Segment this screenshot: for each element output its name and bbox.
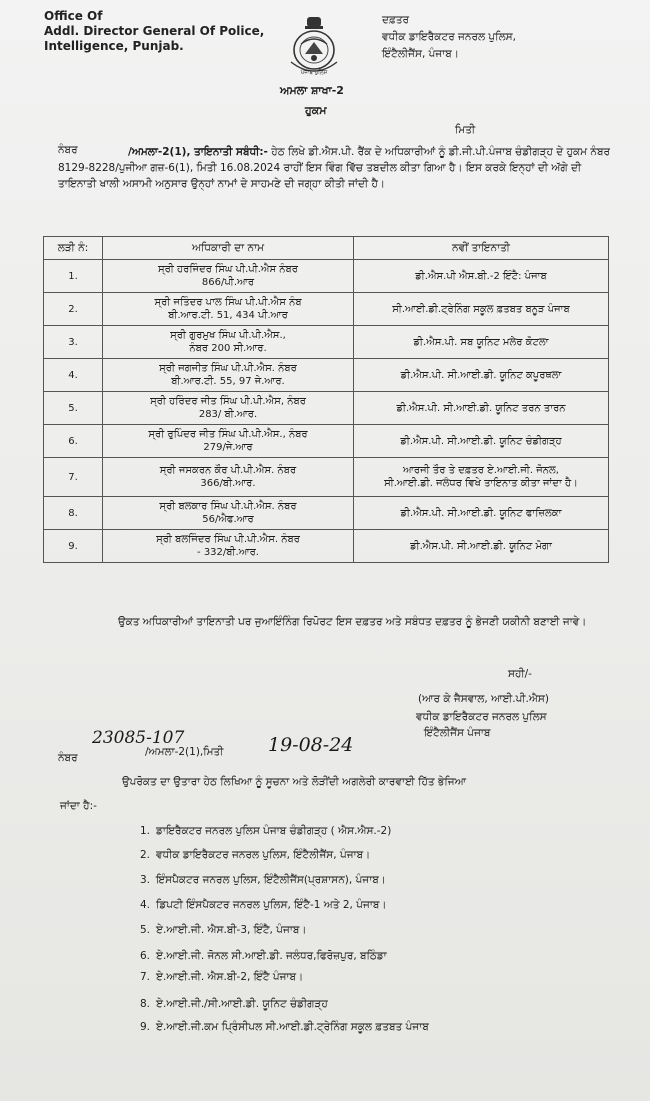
officer-name-line: ਸ੍ਰੀ ਜਤਿੰਦਰ ਪਾਲ ਸਿੰਘ ਪੀ.ਪੀ.ਐਸ ਨੰਬ (154, 297, 302, 308)
punjabi-office-line: ਦਫ਼ਤਰ (382, 14, 410, 26)
posting-line: ਡੀ.ਐਸ.ਪੀ. ਸਬ ਯੂਨਿਟ ਮਲੇਰ ਕੋਟਲਾ (413, 336, 549, 348)
officer-name-cell (103, 425, 354, 458)
officer-name-cell (103, 293, 354, 326)
posting-line: ਸੀ.ਆਈ.ਡੀ. ਜਲੰਧਰ ਵਿਖੇ ਤਾਇਨਾਤ ਕੀਤਾ ਜਾਂਦਾ ਹੈ। (384, 478, 578, 489)
table-row (44, 392, 609, 425)
serial-cell: 7. (44, 458, 103, 497)
header-officer-name: ਅਧਿਕਾਰੀ ਦਾ ਨਾਮ (103, 237, 354, 260)
endorsement-line-2: ਜਾਂਦਾ ਹੈ:- (60, 800, 97, 812)
list-item-number: 8. (140, 998, 151, 1010)
officer-name-cell (103, 260, 354, 293)
table-row (44, 458, 609, 497)
officer-name-line: ਸ੍ਰੀ ਹਰਿੰਦਰ ਜੀਤ ਸਿੰਘ ਪੀ.ਪੀ.ਐਸ, ਨੰਬਰ (150, 396, 306, 407)
intro-text: ਹੇਠ ਲਿਖੇ ਡੀ.ਐਸ.ਪੀ. ਰੈਂਕ ਦੇ ਅਧਿਕਾਰੀਆਂ ਨੂੰ ਡੀ.ਜੀ.ਪੀ.ਪੰਜਾਬ ਚੰਡੀਗੜ੍ਹ ਦੇ ਹੁਕਮ ਨੰਬਰ 8129-8228/ਪੁਜੀਆ ਗਜ਼-6(1), ਮਿਤੀ 16.08.2024 ਰਾਹੀਂ ਇਸ ਵਿੰਗ ਵਿੱਚ ਤਬਦੀਲ ਕੀਤਾ ਗਿਆ ਹੈ। ਇਸ ਕਰਕੇ ਇਨ੍ਹਾਂ ਦੀ ਅੱਗੇ ਦੀ ਤਾਇਨਾਤੀ ਖਾਲੀ ਅਸਾਮੀ ਅਨੁਸਾਰ ਉਨ੍ਹਾਂ ਨਾਮਾਂ ਦੇ ਸਾਹਮਣੇ ਦੀ ਜਗ੍ਹਾ ਕੀਤੀ ਜਾਂਦੀ ਹੈ। (58, 146, 611, 190)
list-item-text: ਏ.ਆਈ.ਜੀ.ਕਮ ਪ੍ਰਿੰਸੀਪਲ ਸੀ.ਆਈ.ਡੀ.ਟ੍ਰੇਨਿੰਗ ਸਕੂਲ ਫ਼ਤਬਤ ਪੰਜਾਬ (156, 1021, 429, 1033)
closing-paragraph: ਉਕਤ ਅਧਿਕਾਰੀਆਂ ਤਾਇਨਾਤੀ ਪਰ ਜੁਆਇੰਨਿੰਗ ਰਿਪੋਰਟ ਇਸ ਦਫ਼ਤਰ ਅਤੇ ਸਬੰਧਤ ਦਫ਼ਤਰ ਨੂੰ ਭੇਜਣੀ ਯਕੀਨੀ ਬਣਾਈ ਜਾਵੇ। (118, 616, 587, 628)
english-office-line: Office Of (44, 9, 103, 23)
posting-line: ਡੀ.ਐਸ.ਪੀ. ਸੀ.ਆਈ.ਡੀ. ਯੂਨਿਟ ਚੰਡੀਗੜ੍ਹ (400, 435, 562, 447)
posting-cell (354, 392, 609, 425)
punjabi-office-line: ਇੰਟੈਲੀਜੈਂਸ, ਪੰਜਾਬ। (382, 48, 459, 60)
officer-name-line: ਸ੍ਰੀ ਜਸਕਰਨ ਕੌਰ ਪੀ.ਪੀ.ਐਸ. ਨੰਬਰ (159, 465, 297, 476)
table-row (44, 359, 609, 392)
order-title: ਹੁਕਮ (305, 104, 327, 117)
posting-cell (354, 425, 609, 458)
posting-cell (354, 458, 609, 497)
officer-name-line: ਸ੍ਰੀ ਹਰਜਿੰਦਰ ਸਿੰਘ ਪੀ.ਪੀ.ਐਸ ਨੰਬਰ (157, 264, 298, 275)
officer-name-line: ਸ੍ਰੀ ਗੁਰਮੁਖ ਸਿੰਘ ਪੀ.ਪੀ.ਐਸ., (170, 330, 286, 341)
punjabi-office-heading (382, 12, 622, 63)
posting-line: ਆਰਜੀ ਤੌਰ ਤੇ ਦਫ਼ਤਰ ਏ.ਆਈ.ਜੀ. ਜੋਨਲ, (403, 465, 559, 476)
table-row (44, 530, 609, 563)
officer-name-line: 283/ ਬੀ.ਆਰ. (198, 409, 258, 420)
posting-line: ਡੀ.ਐਸ.ਪੀ ਐਸ.ਬੀ.-2 ਇੰਟੈ: ਪੰਜਾਬ (415, 270, 547, 282)
posting-table (43, 236, 609, 563)
list-item-number: 5. (140, 924, 151, 936)
english-office-heading (44, 9, 274, 54)
list-item-number: 4. (140, 899, 151, 911)
intro-paragraph (58, 144, 618, 192)
table-row (44, 326, 609, 359)
officer-name-cell (103, 392, 354, 425)
posting-cell (354, 326, 609, 359)
posting-line: ਸੀ.ਆਈ.ਡੀ.ਟ੍ਰੇਨਿੰਗ ਸਕੂਲ ਫ਼ਤਬਤ ਬਨੂੜ ਪੰਜਾਬ (392, 303, 570, 315)
signatory-name: (ਆਰ ਕੇ ਜੈਸਵਾਲ, ਆਈ.ਪੀ.ਐਸ) (418, 693, 549, 705)
posting-cell (354, 530, 609, 563)
list-item (140, 825, 391, 838)
list-item (140, 899, 387, 912)
emblem-label: ਪੰਜਾਬ ਪੁਲਿਸ (300, 70, 328, 76)
date-label: ਮਿਤੀ (455, 124, 476, 136)
signatory-title: ਵਧੀਕ ਡਾਇਰੈਕਟਰ ਜਨਰਲ ਪੁਲਿਸ (416, 711, 547, 723)
officer-name-line: 279/ਜੇ.ਆਰ (203, 442, 253, 453)
officer-name-line: ਸ੍ਰੀ ਜਗਜੀਤ ਸਿੰਘ ਪੀ.ਪੀ.ਐਸ. ਨੰਬਰ (159, 363, 297, 374)
table-row (44, 425, 609, 458)
list-item-text: ਡਾਇਰੈਕਟਰ ਜਨਰਲ ਪੁਲਿਸ ਪੰਜਾਬ ਚੰਡੀਗੜ੍ਹ ( ਐਸ.ਐਸ.-2) (156, 825, 392, 837)
serial-cell: 4. (44, 359, 103, 392)
intro-reference: /ਅਮਲਾ-2(1), ਤਾਇਨਾਤੀ ਸਬੰਧੀ:- (128, 146, 268, 158)
officer-name-line: ਬੀ.ਆਰ.ਟੀ. 51, 434 ਪੀ.ਆਰ (168, 310, 288, 321)
officer-name-cell (103, 530, 354, 563)
officer-name-line: ਸ੍ਰੀ ਰੁਪਿੰਦਰ ਜੀਤ ਸਿੰਘ ਪੀ.ਪੀ.ਐਸ., ਨੰਬਰ (148, 429, 308, 440)
officer-name-line: ਨੰਬਰ 200 ਸੀ.ਆਰ. (189, 343, 267, 354)
officer-name-cell (103, 458, 354, 497)
list-item (140, 971, 303, 984)
handwritten-number: 23085-107 (92, 728, 185, 748)
officer-name-line: - 332/ਬੀ.ਆਰ. (197, 547, 259, 558)
table-row (44, 293, 609, 326)
signature-sd: ਸਹੀ/- (508, 668, 532, 680)
officer-name-cell (103, 359, 354, 392)
posting-cell (354, 359, 609, 392)
list-item-text: ਡਿਪਟੀ ਇੰਸਪੈਕਟਰ ਜਨਰਲ ਪੁਲਿਸ, ਇੰਟੈ-1 ਅਤੇ 2, ਪੰਜਾਬ। (156, 899, 387, 911)
list-item-text: ਇੰਸਪੈਕਟਰ ਜਨਰਲ ਪੁਲਿਸ, ਇੰਟੈਲੀਜੈਂਸ(ਪ੍ਰਸ਼ਾਸਨ), ਪੰਜਾਬ। (156, 874, 386, 886)
posting-cell (354, 260, 609, 293)
list-item-number: 1. (140, 825, 151, 837)
signatory-title-2: ਇੰਟੈਲੀਜੈਂਸ ਪੰਜਾਬ (424, 727, 491, 739)
posting-line: ਡੀ.ਐਸ.ਪੀ. ਸੀ.ਆਈ.ਡੀ. ਯੂਨਿਟ ਫਾਜ਼ਿਲਕਾ (400, 507, 562, 519)
list-item-number: 7. (140, 971, 151, 983)
list-item-number: 9. (140, 1021, 151, 1033)
serial-cell: 1. (44, 260, 103, 293)
header-new-posting: ਨਵੀਂ ਤਾਇਨਾਤੀ (354, 237, 609, 260)
list-item-number: 6. (140, 950, 151, 962)
posting-line: ਡੀ.ਐਸ.ਪੀ. ਸੀ.ਆਈ.ਡੀ. ਯੂਨਿਟ ਮੋਗਾ (410, 540, 552, 552)
list-item-text: ਏ.ਆਈ.ਜੀ. ਐਸ.ਬੀ-2, ਇੰਟੈ ਪੰਜਾਬ। (156, 971, 304, 983)
english-office-line: Addl. Director General Of Police, (44, 24, 265, 38)
list-item-text: ਏ.ਆਈ.ਜੀ. ਜੋਨਲ ਸੀ.ਆਈ.ਡੀ. ਜਲੰਧਰ,ਫਿਰੋਜ਼ਪੁਰ, ਬਠਿੰਡਾ (156, 950, 387, 962)
serial-cell: 6. (44, 425, 103, 458)
posting-cell (354, 497, 609, 530)
endorsement-line: ਉਪਰੋਕਤ ਦਾ ਉਤਾਰਾ ਹੇਠ ਲਿਖਿਆ ਨੂੰ ਸੂਚਨਾ ਅਤੇ ਲੋੜੀਂਦੀ ਅਗਲੇਰੀ ਕਾਰਵਾਈ ਹਿੱਤ ਭੇਜਿਆ (122, 776, 467, 788)
serial-cell: 3. (44, 326, 103, 359)
list-item (140, 849, 370, 862)
list-item (140, 950, 387, 963)
officer-name-line: ਸ੍ਰੀ ਬਲਜਿੰਦਰ ਸਿੰਘ ਪੀ.ਪੀ.ਐਸ. ਨੰਬਰ (156, 534, 300, 545)
list-item (140, 924, 307, 937)
serial-cell: 9. (44, 530, 103, 563)
endorsement-reference: /ਅਮਲਾ-2(1),ਮਿਤੀ (145, 746, 224, 758)
officer-name-line: 366/ਬੀ.ਆਰ. (200, 478, 256, 489)
list-item-text: ਏ.ਆਈ.ਜੀ./ਸੀ.ਆਈ.ਡੀ. ਯੂਨਿਟ ਚੰਡੀਗੜ੍ਹ (156, 998, 328, 1010)
list-item (140, 1021, 429, 1034)
serial-cell: 5. (44, 392, 103, 425)
english-office-line: Intelligence, Punjab. (44, 39, 184, 53)
number-label: ਨੰਬਰ (58, 144, 78, 156)
posting-line: ਡੀ.ਐਸ.ਪੀ. ਸੀ.ਆਈ.ਡੀ. ਯੂਨਿਟ ਤਰਨ ਤਾਰਨ (396, 402, 566, 414)
officer-name-line: ਬੀ.ਆਰ.ਟੀ. 55, 97 ਜੇ.ਆਰ. (171, 376, 285, 387)
list-item-text: ਵਧੀਕ ਡਾਇਰੈਕਟਰ ਜਨਰਲ ਪੁਲਿਸ, ਇੰਟੈਲੀਜੈਂਸ, ਪੰਜਾਬ। (156, 849, 371, 861)
list-item (140, 998, 328, 1011)
list-item-number: 2. (140, 849, 151, 861)
branch-title: ਅਮਲਾ ਸ਼ਾਖਾ-2 (280, 84, 344, 97)
officer-name-line: 56/ਐਫ.ਆਰ (202, 514, 254, 525)
handwritten-date: 19-08-24 (268, 734, 354, 756)
endorsement-number-label: ਨੰਬਰ (58, 752, 78, 764)
serial-cell: 8. (44, 497, 103, 530)
punjab-police-emblem-icon (281, 14, 347, 78)
punjabi-office-line: ਵਧੀਕ ਡਾਇਰੈਕਟਰ ਜਨਰਲ ਪੁਲਿਸ, (382, 31, 516, 43)
header-serial: ਲੜੀ ਨੰ: (44, 237, 103, 260)
officer-name-cell (103, 497, 354, 530)
posting-cell (354, 293, 609, 326)
posting-line: ਡੀ.ਐਸ.ਪੀ. ਸੀ.ਆਈ.ਡੀ. ਯੂਨਿਟ ਕਪੂਰਥਲਾ (400, 369, 562, 381)
table-header-row (44, 237, 609, 260)
serial-cell: 2. (44, 293, 103, 326)
officer-name-line: 866/ਪੀ.ਆਰ (201, 277, 255, 288)
list-item-text: ਏ.ਆਈ.ਜੀ. ਐਸ.ਬੀ-3, ਇੰਟੈ, ਪੰਜਾਬ। (156, 924, 307, 936)
officer-name-cell (103, 326, 354, 359)
officer-name-line: ਸ੍ਰੀ ਬਲਕਾਰ ਸਿੰਘ ਪੀ.ਪੀ.ਐਸ. ਨੰਬਰ (159, 501, 297, 512)
list-item-number: 3. (140, 874, 151, 886)
table-row (44, 260, 609, 293)
list-item (140, 874, 386, 887)
table-row (44, 497, 609, 530)
